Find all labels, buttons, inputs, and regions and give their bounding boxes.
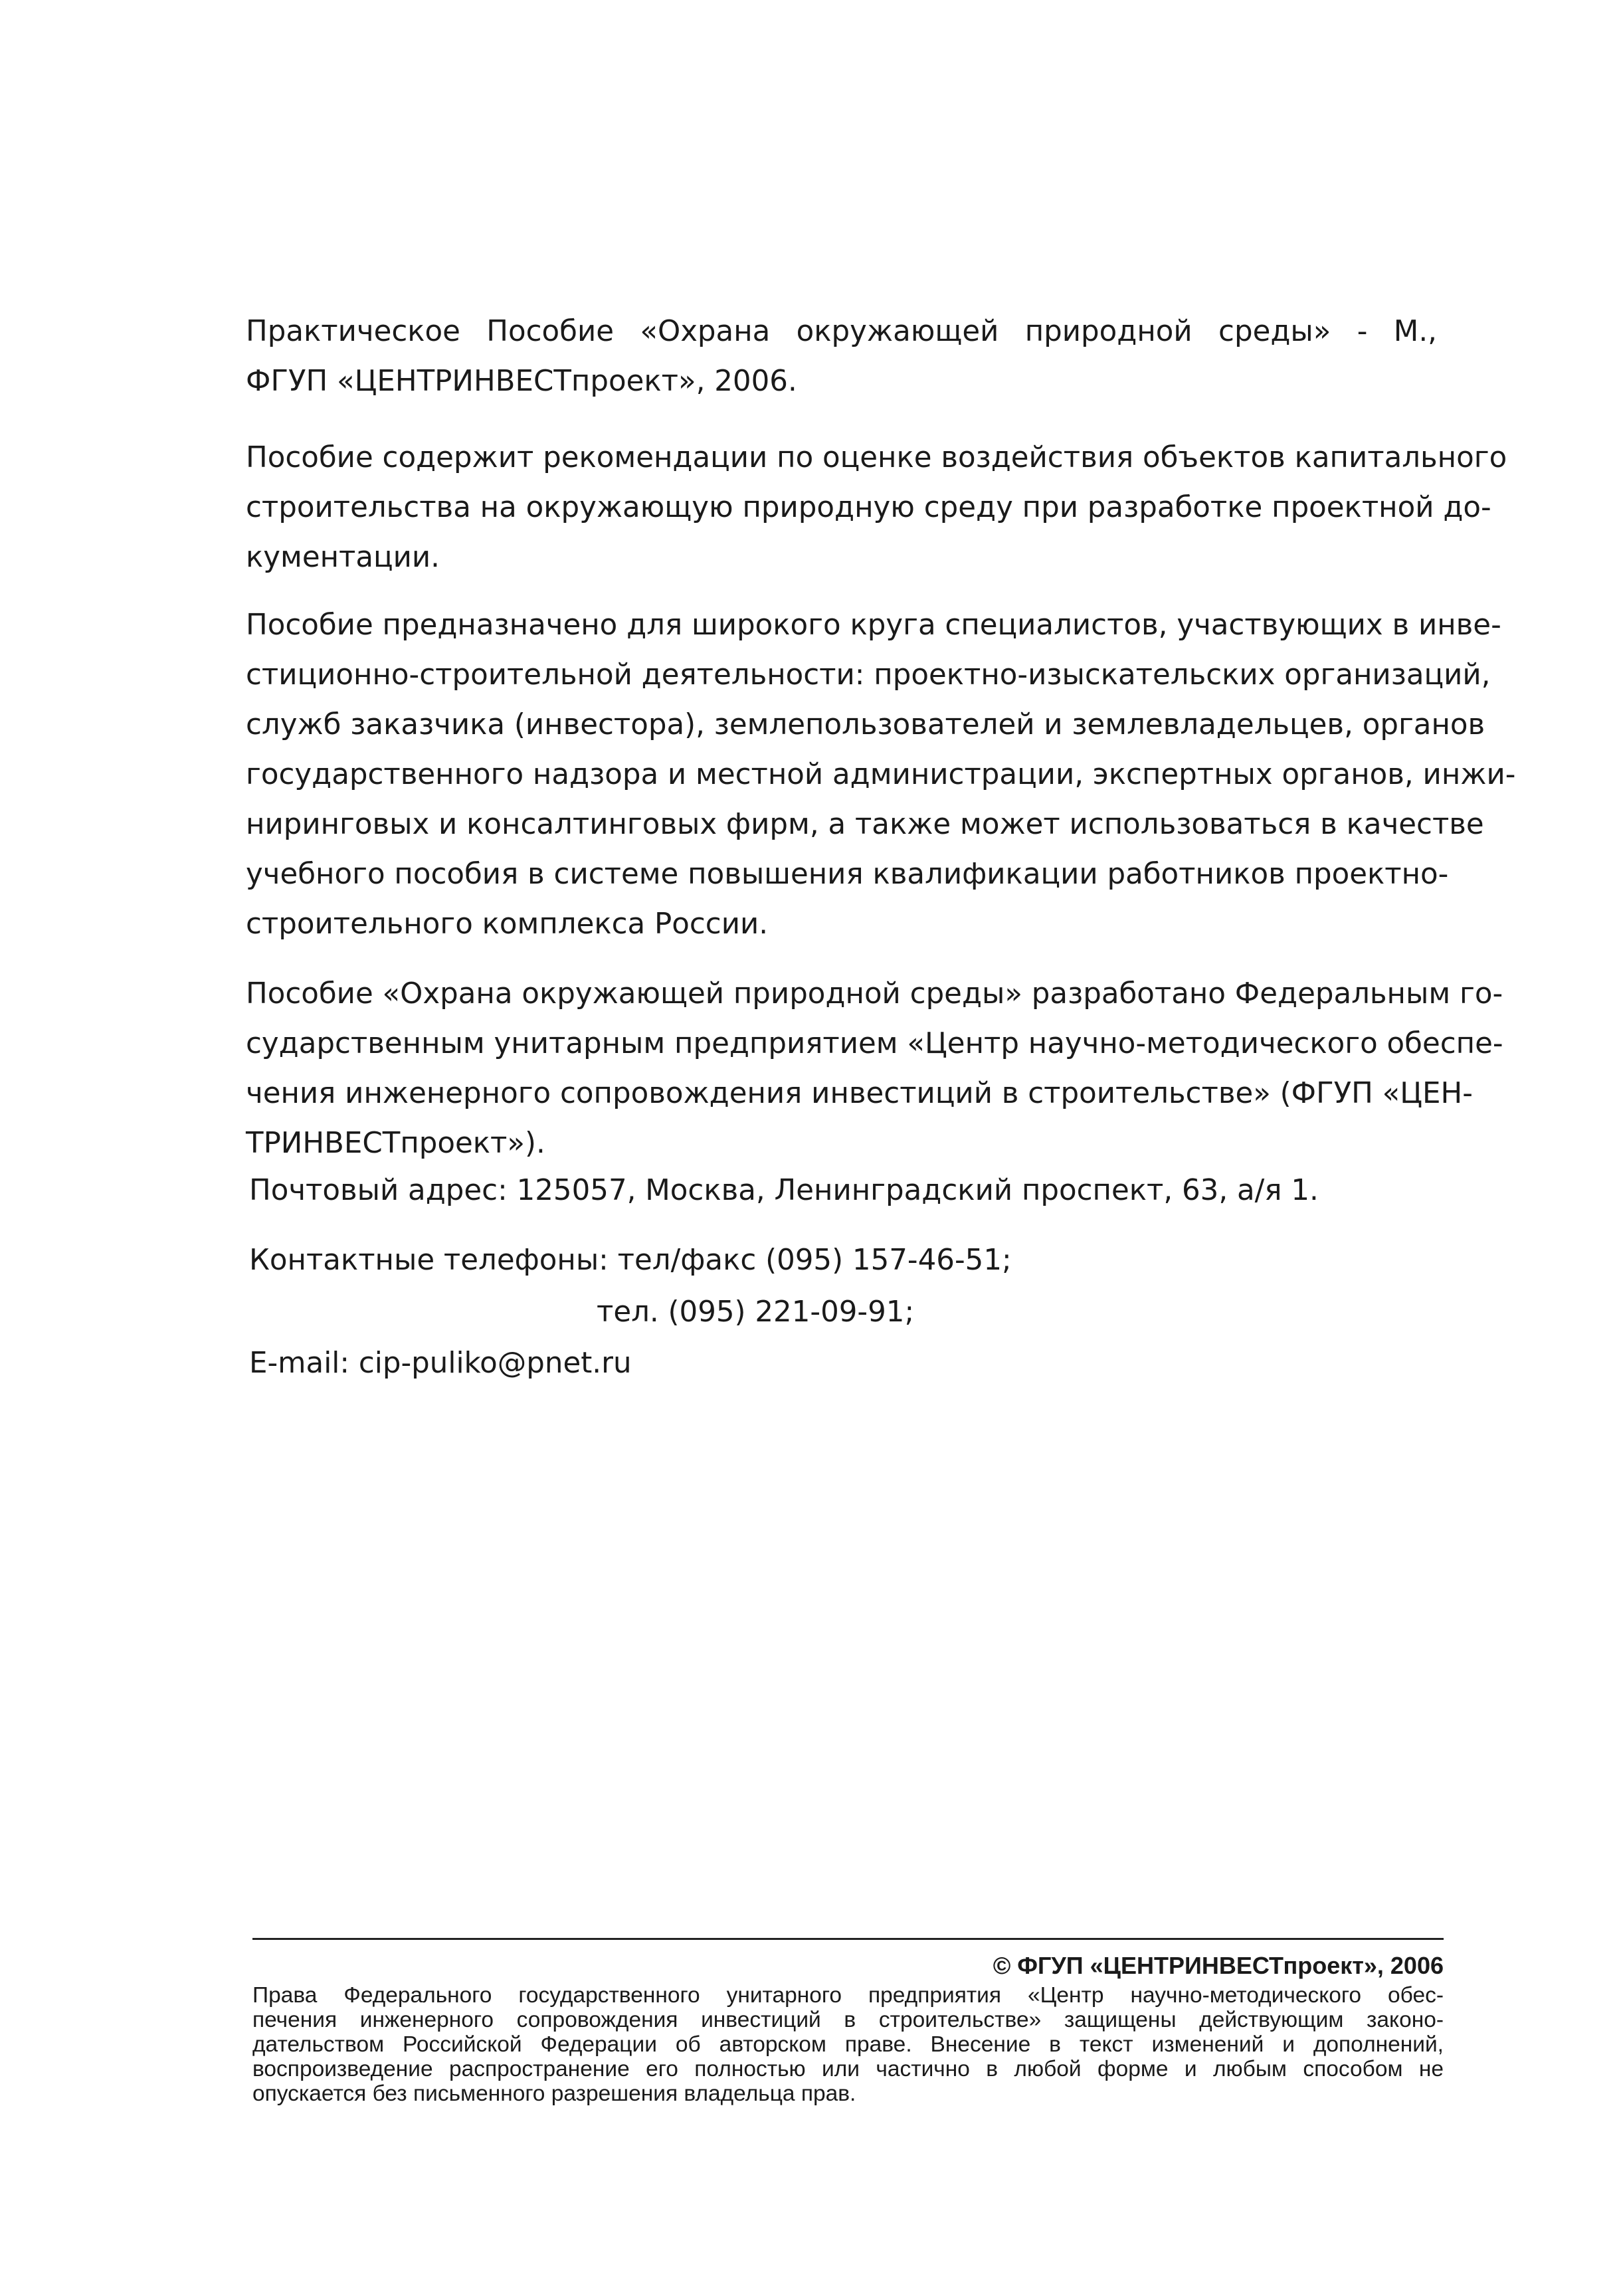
text-line: ТРИНВЕСТпроект»).	[246, 1127, 545, 1160]
text-line: дательством Российской Федерации об авторском праве. Внесение в текст изменений и дополнений,	[252, 2032, 1444, 2057]
text-line: строительного комплекса России.	[246, 908, 769, 941]
contact-phones: Контактные телефоны: тел/факс (095) 157-46-51;	[249, 1244, 1012, 1277]
footer-divider	[252, 1938, 1444, 1940]
audience-paragraph	[246, 601, 1516, 949]
contact-phone-secondary: тел. (095) 221-09-91;	[597, 1295, 915, 1329]
text-line: государственного надзора и местной администрации, экспертных органов, инжи-	[246, 758, 1516, 791]
text-line: сударственным унитарным предприятием «Центр научно-методического обеспе-	[246, 1027, 1503, 1060]
text-line: стиционно-строительной деятельности: проектно-изыскательских организаций,	[246, 658, 1491, 692]
text-line: Пособие содержит рекомендации по оценке воздействия объектов капитального	[246, 441, 1507, 474]
text-line: служб заказчика (инвестора), землепользователей и землевладельцев, органов	[246, 708, 1485, 741]
text-line: воспроизведение распространение его полностью или частично в любой форме и любым способом не	[252, 2057, 1444, 2081]
text-line: Практическое Пособие «Охрана окружающей природной среды» - М.,	[246, 315, 1437, 348]
text-line: печения инженерного сопровождения инвестиций в строительстве» защищены действующим законо-	[252, 2008, 1444, 2032]
text-line: строительства на окружающую природную среду при разработке проектной до-	[246, 491, 1491, 524]
text-line: кументации.	[246, 541, 440, 574]
developer-paragraph	[246, 969, 1503, 1169]
text-line: Пособие «Охрана окружающей природной среды» разработано Федеральным го-	[246, 977, 1503, 1010]
contact-email: E-mail: cip-puliko@pnet.ru	[249, 1347, 632, 1380]
text-line: чения инженерного сопровождения инвестиций в строительстве» (ФГУП «ЦЕН-	[246, 1077, 1473, 1110]
text-line: опускается без письменного разрешения владельца прав.	[252, 2081, 856, 2106]
text-line: ниринговых и консалтинговых фирм, а также может использоваться в качестве	[246, 808, 1484, 841]
rights-notice	[252, 1983, 1444, 2106]
copyright-line: © ФГУП «ЦЕНТРИНВЕСТпроект», 2006	[993, 1952, 1444, 1979]
postal-address: Почтовый адрес: 125057, Москва, Ленинградский проспект, 63, а/я 1.	[249, 1174, 1319, 1207]
summary-paragraph	[246, 433, 1507, 583]
text-line: учебного пособия в системе повышения квалификации работников проектно-	[246, 858, 1449, 891]
bibliographic-reference	[246, 307, 1437, 407]
text-line: Права Федерального государственного унитарного предприятия «Центр научно-методического обес-	[252, 1983, 1444, 2008]
text-line: ФГУП «ЦЕНТРИНВЕСТпроект», 2006.	[246, 365, 797, 398]
text-line: Пособие предназначено для широкого круга специалистов, участвующих в инве-	[246, 609, 1501, 642]
